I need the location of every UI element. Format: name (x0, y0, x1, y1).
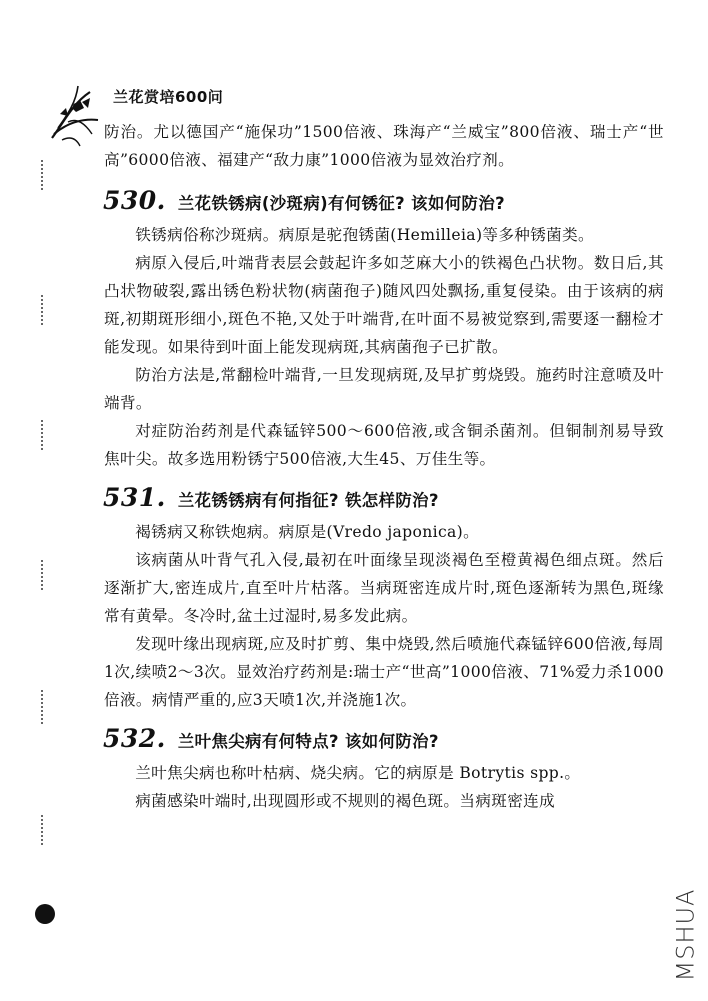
margin-dots (41, 815, 43, 845)
margin-dots (41, 560, 43, 590)
paragraph: 病菌感染叶端时,出现圆形或不规则的褐色斑。当病斑密连成 (135, 792, 556, 810)
question-heading (103, 186, 664, 215)
question-number: 532. (103, 724, 166, 753)
paragraph: 发现叶缘出现病斑,应及时扩剪、集中烧毁,然后喷施代森锰锌600倍液,每周1次,续喷2～3次。显效治疗药剂是:瑞士产“世高”1000倍液、71%爱力杀1000倍液。病情严重的,应3天喷1次,并浇施1次。 (104, 635, 664, 709)
section-532 (104, 724, 664, 815)
paragraph: 病原入侵后,叶端背表层会鼓起许多如芝麻大小的铁褐色凸状物。数日后,其凸状物破裂,露出锈色粉状物(病菌孢子)随风四处飘扬,重复侵染。由于该病的病斑,初期斑形细小,斑色不艳,又处于叶端背,在叶面不易被觉察到,需要逐一翻检才能发现。如果待到叶面上能发现病斑,其病菌孢子已扩散。 (104, 254, 664, 356)
question-number: 531. (103, 483, 166, 512)
question-heading (103, 483, 664, 512)
watermark-text: MSHUA (671, 888, 700, 982)
question-number: 530. (103, 186, 166, 215)
paragraph: 防治方法是,常翻检叶端背,一旦发现病斑,及早扩剪烧毁。施药时注意喷及叶端背。 (104, 366, 664, 412)
question-title: 兰叶焦尖病有何特点? 该如何防治? (177, 732, 439, 751)
margin-dots (41, 295, 43, 325)
paragraph: 该病菌从叶背气孔入侵,最初在叶面缘呈现淡褐色至橙黄褐色细点斑。然后逐渐扩大,密连成片,直至叶片枯落。当病斑密连成片时,斑色逐渐转为黑色,斑缘常有黄晕。冬冷时,盆土过湿时,易多发此病。 (104, 551, 664, 625)
watermark (670, 880, 700, 990)
intro-paragraph: 防治。尤以德国产“施保功”1500倍液、珠海产“兰威宝”800倍液、瑞士产“世高”6000倍液、福建产“敌力康”1000倍液为显效治疗剂。 (104, 123, 664, 169)
question-title: 兰花锈锈病有何指征? 铁怎样防治? (177, 491, 439, 510)
paragraph: 铁锈病俗称沙斑病。病原是驼孢锈菌(Hemilleia)等多种锈菌类。 (135, 226, 594, 244)
section-530 (104, 186, 664, 473)
margin-dots (41, 690, 43, 724)
page-content (104, 118, 664, 815)
page-corner-dot (35, 904, 55, 924)
margin-dots (41, 420, 43, 450)
running-head: 兰花赏培600问 (113, 88, 224, 106)
paragraph: 褐锈病又称铁炮病。病原是(Vredo japonica)。 (135, 523, 480, 541)
margin-dots (41, 160, 43, 190)
paragraph: 兰叶焦尖病也称叶枯病、烧尖病。它的病原是 Botrytis spp.。 (135, 764, 581, 782)
paragraph: 对症防治药剂是代森锰锌500～600倍液,或含铜杀菌剂。但铜制剂易导致焦叶尖。故多选用粉锈宁500倍液,大生45、万佳生等。 (104, 422, 664, 468)
question-heading (103, 724, 664, 753)
question-title: 兰花铁锈病(沙斑病)有何锈征? 该如何防治? (177, 194, 506, 213)
section-531 (104, 483, 664, 714)
